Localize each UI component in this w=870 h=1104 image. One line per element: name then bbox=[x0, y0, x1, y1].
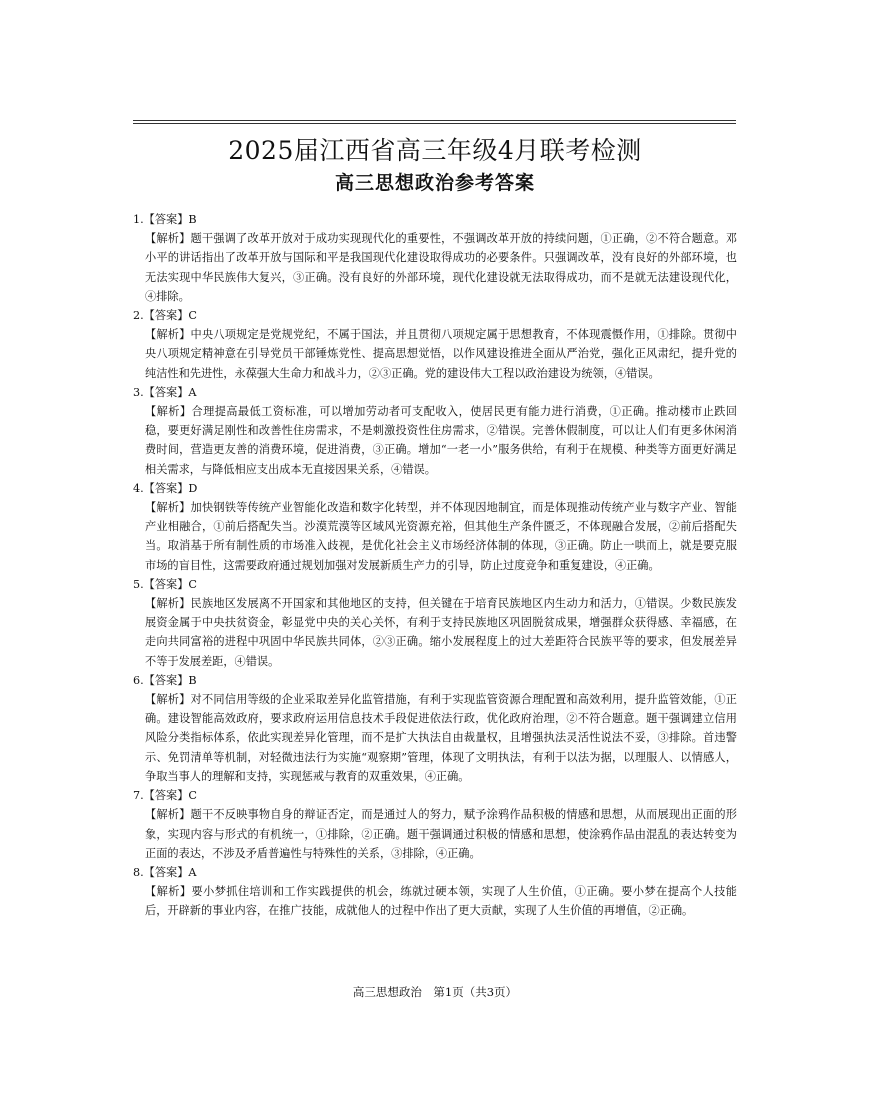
question-item bbox=[133, 786, 737, 863]
document-title: 2025届江西省高三年级4月联考检测 bbox=[228, 136, 642, 165]
answer-line: 1.【答案】B bbox=[133, 213, 197, 226]
question-item bbox=[133, 210, 737, 306]
answer-list bbox=[133, 210, 737, 921]
answer-line: 2.【答案】C bbox=[133, 309, 197, 323]
explanation-text: 【解析】中央八项规定是党规党纪，不属于国法，并且贯彻八项规定属于思想教育，不体现震慑作用，①排除。贯彻中央八项规定精神意在引导党员干部锤炼党性、提高思想觉悟，以作风建设推进全面从严治党，强化正风肃纪，提升党的纯洁性和先进性，永葆强大生命力和战斗力，②③正确。党的建设伟大工程以政治建设为统领，④错误。 bbox=[145, 328, 737, 380]
answer-line: 5.【答案】C bbox=[133, 577, 197, 591]
explanation-text: 【解析】对不同信用等级的企业采取差异化监管措施，有利于实现监管资源合理配置和高效利用，提升监管效能，①正确。建设智能高效政府，要求政府运用信息技术手段促进依法行政，优化政府治理，②不符合题意。题干强调建立信用风险分类指标体系，依此实现差异化管理，而不是扩大执法自由裁量权，且增强执法灵活性说法不妥，③排除。首违警示、免罚清单等机制，对轻微违法行为实施“观察期”管理，体现了文明执法，有利于以法为据，以理服人、以情感人，争取当事人的理解和支持，实现惩戒与教育的双重效果，④正确。 bbox=[145, 693, 737, 783]
document-subtitle: 高三思想政治参考答案 bbox=[334, 172, 535, 194]
question-item bbox=[133, 383, 737, 479]
explanation-text: 【解析】题干不反映事物自身的辩证否定，而是通过人的努力，赋予涂鸦作品积极的情感和思想，从而展现出正面的形象，实现内容与形式的有机统一，①排除，②正确。题干强调通过积极的情感和思想，使涂鸦作品由混乱的表达转变为正面的表达，不涉及矛盾普遍性与特殊性的关系，③排除，④正确。 bbox=[145, 808, 737, 860]
explanation-text: 【解析】要小梦抓住培训和工作实践提供的机会，练就过硬本领，实现了人生价值，①正确。要小梦在提高个人技能后，开辟新的事业内容，在推广技能，成就他人的过程中作出了更大贡献，实现了人生价值的再增值，②正确。 bbox=[145, 885, 737, 918]
question-item bbox=[133, 671, 737, 786]
answer-line: 7.【答案】C bbox=[133, 789, 197, 803]
question-item bbox=[133, 479, 737, 575]
question-item bbox=[133, 306, 737, 383]
answer-line: 3.【答案】A bbox=[133, 385, 197, 399]
answer-line: 8.【答案】A bbox=[133, 865, 197, 879]
question-item bbox=[133, 863, 737, 921]
header-rule bbox=[133, 120, 736, 124]
explanation-text: 【解析】合理提高最低工资标准，可以增加劳动者可支配收入，使居民更有能力进行消费，①正确。推动楼市止跌回稳，要更好满足刚性和改善性住房需求，不是刺激投资性住房需求，②错误。完善休假制度，可以让人们有更多休闲消费时间，营造更友善的消费环境，促进消费，③正确。增加“一老一小”服务供给，有利于在规模、种类等方面更好满足相关需求，与降低相应支出成本无直接因果关系，④错误。 bbox=[145, 405, 737, 476]
question-item bbox=[133, 575, 737, 671]
explanation-text: 【解析】民族地区发展离不开国家和其他地区的支持，但关键在于培育民族地区内生动力和活力，①错误。少数民族发展资金属于中央扶贫资金，彰显党中央的关心关怀，有利于支持民族地区巩固脱贫成果，增强群众获得感、幸福感，在走向共同富裕的进程中巩固中华民族共同体，②③正确。缩小发展程度上的过大差距符合民族平等的要求，但发展差异不等于发展差距，④错误。 bbox=[145, 597, 737, 668]
page-footer: 高三思想政治 第1页（共3页） bbox=[352, 985, 518, 999]
answer-line: 6.【答案】B bbox=[133, 673, 197, 687]
explanation-text: 【解析】题干强调了改革开放对于成功实现现代化的重要性，不强调改革开放的持续问题，①正确，②不符合题意。邓小平的讲话指出了改革开放与国际和平是我国现代化建设取得成功的必要条件。只强调改革，没有良好的外部环境，也无法实现中华民族伟大复兴，③正确。没有良好的外部环境，现代化建设就无法取得成功，而不是就无法建设现代化，④排除。 bbox=[145, 232, 737, 303]
answer-line: 4.【答案】D bbox=[133, 481, 198, 495]
explanation-text: 【解析】加快钢铁等传统产业智能化改造和数字化转型，并不体现因地制宜，而是体现推动传统产业与数字产业、智能产业相融合，①前后搭配失当。沙漠荒漠等区域风光资源充裕，但其他生产条件匮乏，不体现融合发展，②前后搭配失当。取消基于所有制性质的市场准入歧视，是优化社会主义市场经济体制的体现，③正确。防止一哄而上，就是要克服市场的盲目性，这需要政府通过规划加强对发展新质生产力的引导，防止过度竞争和重复建设，④正确。 bbox=[145, 501, 737, 572]
